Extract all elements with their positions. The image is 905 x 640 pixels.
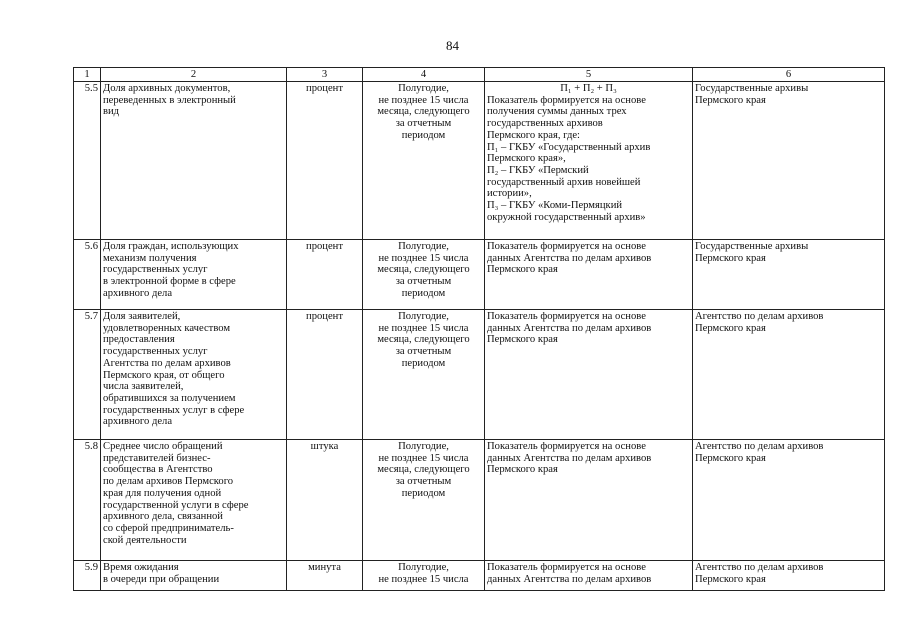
reporting-period [363,240,485,310]
cell-line: Полугодие, [398,241,449,252]
cell-line: Агентство по делам архивов [695,311,824,322]
cell-line: данных Агентства по делам архивов [487,452,652,464]
calculation-method [485,82,693,240]
cell-line: архивного дела [103,287,173,299]
unit-of-measure: процент [287,82,363,240]
cell-line: механизм получения [103,252,197,264]
cell-line: не позднее 15 числа [378,573,469,585]
cell-line: П₁ – ГКБУ «Государственный архив [487,141,651,153]
calculation-method [485,310,693,440]
cell-line: ской деятельности [103,534,187,546]
indicators-table [73,67,885,591]
cell-line: обратившихся за получением [103,392,236,404]
indicator-number: 5.5 [74,82,101,240]
column-number: 1 [74,68,101,82]
cell-line: не позднее 15 числа [378,252,469,264]
cell-line: Доля граждан, использующих [103,241,239,252]
table-row [74,82,885,240]
reporting-period [363,440,485,561]
cell-line: Агентство по делам архивов [695,441,824,452]
cell-line: месяца, следующего [377,264,470,276]
cell-line: числа заявителей, [103,381,184,393]
cell-line: Показатель формируется на основе [487,562,646,573]
cell-line: переведенных в электронный [103,94,236,106]
cell-line: Показатель формируется на основе [487,94,646,106]
cell-line: края для получения одной [103,487,222,499]
responsible-body [693,561,885,591]
cell-line: в очереди при обращении [103,573,220,585]
cell-line: П₂ – ГКБУ «Пермский [487,164,589,176]
indicator-number: 5.7 [74,310,101,440]
reporting-period [363,561,485,591]
cell-line: Полугодие, [398,562,449,573]
column-number: 2 [101,68,287,82]
cell-line: Пермского края, от общего [103,369,225,381]
cell-line: государственной услуги в сфере [103,499,249,511]
cell-line: Пермского края, где: [487,129,580,141]
column-number: 4 [363,68,485,82]
cell-line: месяца, следующего [377,464,470,476]
cell-line: истории», [487,188,532,200]
column-number-row [74,68,885,82]
cell-line: Пермского края [487,264,558,276]
cell-line: получения суммы данных трех [487,106,627,118]
cell-line: Доля заявителей, [103,311,181,322]
calculation-method [485,561,693,591]
cell-line: за отчетным [395,276,452,288]
cell-line: государственный архив новейшей [487,176,641,188]
calculation-method [485,440,693,561]
table-row [74,240,885,310]
cell-line: государственных услуг [103,346,208,358]
cell-line: Полугодие, [398,311,449,322]
cell-line: со сферой предприниматель- [103,522,234,534]
reporting-period [363,82,485,240]
cell-line: Пермского края [487,464,558,476]
reporting-period [363,310,485,440]
cell-line: не позднее 15 числа [378,452,469,464]
cell-line: Пермского края [695,94,766,106]
cell-line: месяца, следующего [377,106,470,118]
unit-of-measure: процент [287,310,363,440]
responsible-body [693,240,885,310]
cell-line: окружной государственный архив» [487,211,646,223]
cell-line: архивного дела, связанной [103,511,223,523]
page-number: 84 [446,38,459,53]
cell-line: данных Агентства по делам архивов [487,252,652,264]
indicator-name [101,310,287,440]
column-number: 3 [287,68,363,82]
unit-of-measure: минута [287,561,363,591]
cell-line: вид [103,106,120,118]
cell-line: Пермского края», [487,153,566,165]
cell-line: периодом [401,287,446,299]
cell-line: периодом [401,129,446,141]
cell-line: Государственные архивы [695,83,809,94]
cell-line: Показатель формируется на основе [487,311,646,322]
cell-line: Агентство по делам архивов [695,562,824,573]
cell-line: за отчетным [395,346,452,358]
indicator-name [101,561,287,591]
cell-line: за отчетным [395,118,452,130]
cell-line: не позднее 15 числа [378,322,469,334]
cell-line: Пермского края [695,452,766,464]
cell-line: Пермского края [695,322,766,334]
cell-line: по делам архивов Пермского [103,476,234,488]
cell-line: Государственные архивы [695,241,809,252]
indicator-number: 5.9 [74,561,101,591]
indicator-name [101,440,287,561]
cell-line: не позднее 15 числа [378,94,469,106]
cell-line: Агентства по делам архивов [103,357,231,369]
indicator-name [101,82,287,240]
responsible-body [693,82,885,240]
calculation-method [485,240,693,310]
cell-line: П₃ – ГКБУ «Коми-Пермяцкий [487,200,623,212]
cell-line: данных Агентства по делам архивов [487,573,652,585]
cell-line: государственных архивов [487,118,603,130]
indicator-number: 5.6 [74,240,101,310]
unit-of-measure: процент [287,240,363,310]
table-row [74,561,885,591]
cell-line: представителей бизнес- [103,452,211,464]
cell-line: Время ожидания [103,562,179,573]
cell-line: государственных услуг [103,264,208,276]
cell-line: за отчетным [395,476,452,488]
cell-line: сообщества в Агентство [103,464,213,476]
cell-line: периодом [401,357,446,369]
column-number: 5 [485,68,693,82]
column-number: 6 [693,68,885,82]
table-row [74,440,885,561]
cell-line: архивного дела [103,416,173,428]
cell-line: Показатель формируется на основе [487,441,646,452]
cell-line: Показатель формируется на основе [487,241,646,252]
responsible-body [693,310,885,440]
cell-line: государственных услуг в сфере [103,404,245,416]
indicator-name [101,240,287,310]
cell-line: месяца, следующего [377,334,470,346]
cell-line: предоставления [103,334,175,346]
cell-line: Полугодие, [398,83,449,94]
cell-line: удовлетворенных качеством [103,322,231,334]
table-row [74,310,885,440]
cell-line: периодом [401,487,446,499]
formula: П₁ + П₂ + П₃ [560,83,617,94]
cell-line: Доля архивных документов, [103,83,231,94]
responsible-body [693,440,885,561]
cell-line: Среднее число обращений [103,441,223,452]
cell-line: Пермского края [487,334,558,346]
cell-line: Пермского края [695,252,766,264]
cell-line: Пермского края [695,573,766,585]
unit-of-measure: штука [287,440,363,561]
indicator-number: 5.8 [74,440,101,561]
cell-line: данных Агентства по делам архивов [487,322,652,334]
cell-line: Полугодие, [398,441,449,452]
cell-line: в электронной форме в сфере [103,276,236,288]
